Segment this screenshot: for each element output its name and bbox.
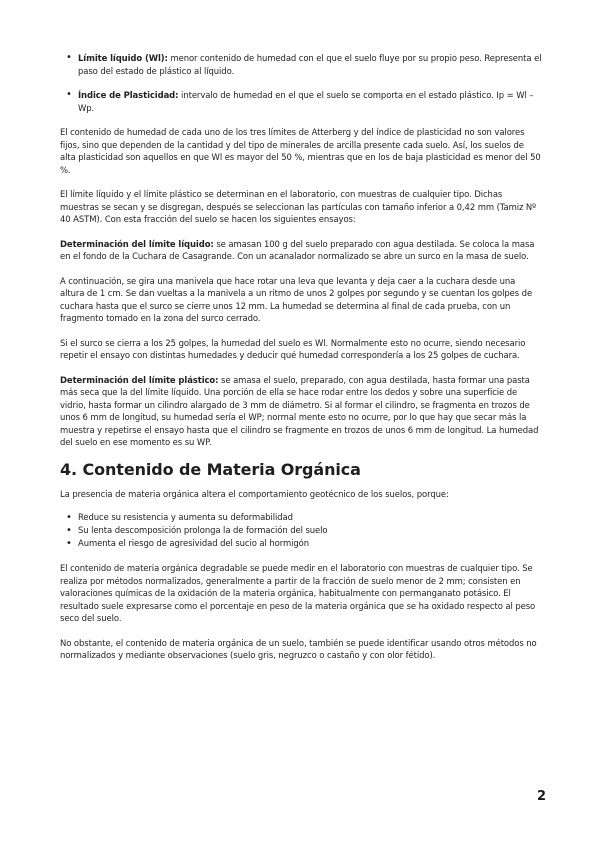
section-heading: 4. Contenido de Materia Orgánica — [60, 459, 361, 479]
term: Índice de Plasticidad: — [78, 90, 179, 100]
list-item: • Reduce su resistencia y aumenta su deformabilidad — [78, 511, 542, 524]
paragraph: El contenido de humedad de cada uno de los tres límites de Atterberg y del índice de plasticidad no son valores fijos, sino que dependen de la cantidad y del tipo de minerales de arcilla presente cada suelo. Así, los suelos de alta plasticidad son aquellos en que Wl es mayor del 50 %, mientras que en los de baja plasticidad es menor del 50 %. — [60, 127, 541, 175]
list-item: • Su lenta descomposición prolonga la de formación del suelo — [78, 524, 542, 537]
paragraph: Si el surco se cierra a los 25 golpes, la humedad del suelo es Wl. Normalmente esto no ocurre, siendo necesario repetir el ensayo con distintas humedades y deducir qué humedad correspondería a los 25 golpes de cuchara. — [60, 337, 526, 360]
paragraph — [60, 374, 542, 449]
page-content — [60, 52, 542, 662]
paragraph-text: se amasan 100 g del suelo preparado con agua destilada. Se coloca la masa en el fondo de la Cuchara de Casagrande. Con un acanalador normalizado se abre un surco en la masa de suelo. — [60, 238, 535, 261]
paragraph: No obstante, el contenido de materia orgánica de un suelo, también se puede identificar usando otros métodos no normalizados y mediante observaciones (suelo gris, negruzco o castaño y con olor fétido). — [60, 637, 537, 660]
organic-matter-list — [60, 511, 542, 550]
paragraph: La presencia de materia orgánica altera el comportamiento geotécnico de los suelos, porque: — [60, 488, 449, 499]
page-number: 2 — [537, 789, 547, 804]
definition: menor contenido de humedad con el que el suelo fluye por su propio peso. Representa el paso del estado de plástico al líquido. — [78, 53, 542, 76]
term: Determinación del límite líquido: — [60, 238, 214, 249]
definition: intervalo de humedad en el que el suelo se comporta en el estado plástico. Ip = Wl – Wp. — [78, 90, 534, 113]
paragraph — [60, 238, 542, 263]
term: Determinación del límite plástico: — [60, 374, 219, 385]
paragraph-text: se amasa el suelo, preparado, con agua destilada, hasta formar una pasta más seca que la del límite líquido. Una porción de ella se hace rodar entre los dedos y sobre una superficie de vidrio, hasta formar un cilindro alargado de 3 mm de diámetro. Si al formar el cilindro, se fragmenta en trozos de unos 6 mm de longitud, su humedad sería el WP; normal mente esto no ocurre, por lo que hay que secar más la muestra y repetirse el ensayo hasta que el cilindro se fragmente en trozos de unos 6 mm de longitud. La humedad del suelo en ese momento es su WP. — [60, 374, 539, 447]
list-item — [78, 89, 542, 114]
paragraph: El límite líquido y el límite plástico se determinan en el laboratorio, con muestras de cualquier tipo. Dichas muestras se secan y se disgregan, después se seleccionan las partículas con tamaño inferior a 0,42 mm (Tamiz Nº 40 ASTM). Con esta fracción del suelo se hacen los siguientes ensayos: — [60, 189, 537, 224]
list-item: • Aumenta el riesgo de agresividad del sucio al hormigón — [78, 537, 542, 550]
paragraph: A continuación, se gira una manivela que hace rotar una leva que levanta y deja caer a la cuchara desde una altura de 1 cm. Se dan vueltas a la manivela a un ritmo de unos 2 golpes por segundo y se cuentan los golpes de cuchara hasta que el surco se cierre unos 12 mm. La humedad se determina al final de cada prueba, con un fragmento tomado en la zona del surco cerrado. — [60, 275, 533, 323]
list-item — [78, 52, 542, 77]
atterberg-list — [60, 52, 542, 114]
paragraph: El contenido de materia orgánica degradable se puede medir en el laboratorio con muestras de cualquier tipo. Se realiza por métodos normalizados, generalmente a partir de la fracción de suelo menor de 2 mm; consisten en valoraciones químicas de la oxidación de la materia orgánica, habitualmente con permanganato potásico. El resultado suele expresarse como el porcentaje en peso de la materia orgánica que se ha oxidado respecto al peso seco del suelo. — [60, 563, 536, 623]
term: Límite líquido (Wl): — [78, 53, 168, 63]
